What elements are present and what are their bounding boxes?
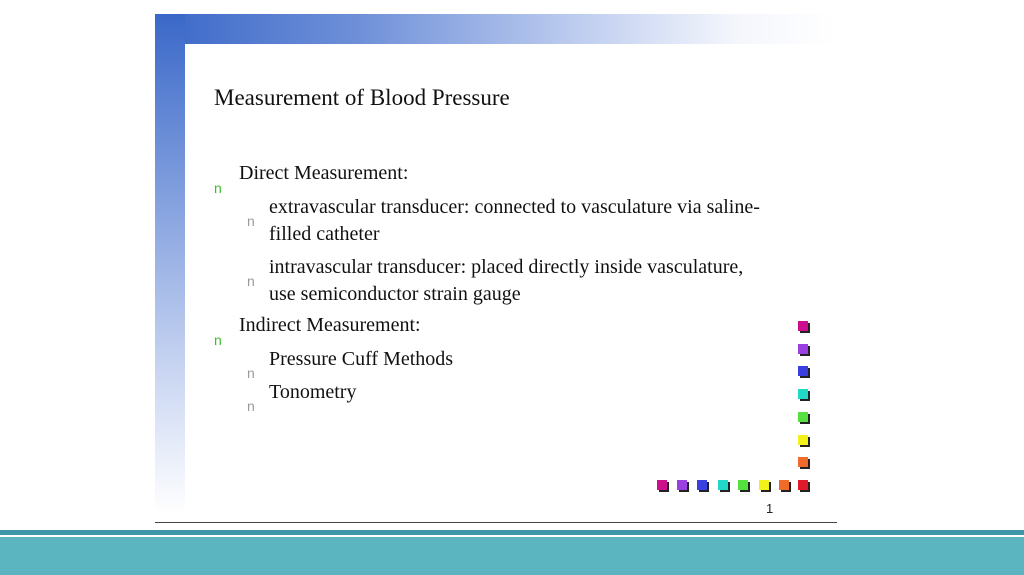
slide-title: Measurement of Blood Pressure — [214, 85, 510, 110]
decor-square — [697, 480, 707, 490]
sub-bullet-icon: n — [247, 365, 255, 381]
slide-top-gradient — [155, 14, 837, 44]
footer-divider — [155, 522, 837, 523]
decor-square — [798, 344, 808, 354]
bullet-icon: n — [214, 332, 222, 348]
decor-square — [798, 412, 808, 422]
list-item: intravascular transducer: placed directly inside vasculature, use semiconductor strain gauge — [269, 256, 744, 305]
bottom-band — [0, 537, 1024, 575]
decor-square — [798, 321, 808, 331]
decor-square — [657, 480, 667, 490]
sub-bullet-icon: n — [247, 213, 255, 229]
decor-square — [779, 480, 789, 490]
decor-square — [718, 480, 728, 490]
decor-square — [798, 480, 808, 490]
slide — [155, 14, 837, 530]
section-heading-indirect: Indirect Measurement: — [239, 314, 421, 336]
page-number: 1 — [766, 501, 774, 516]
bottom-band-edge — [0, 530, 1024, 535]
sub-bullet-icon: n — [247, 398, 255, 414]
slide-left-gradient — [155, 14, 185, 514]
decor-square — [677, 480, 687, 490]
decor-square — [798, 366, 808, 376]
list-item: Tonometry — [269, 381, 357, 403]
section-heading-direct: Direct Measurement: — [239, 162, 409, 184]
list-item: Pressure Cuff Methods — [269, 348, 454, 370]
sub-bullet-icon: n — [247, 273, 255, 289]
list-item: extravascular transducer: connected to vasculature via saline-filled catheter — [269, 196, 760, 245]
decor-square — [798, 435, 808, 445]
decor-square — [798, 389, 808, 399]
decor-square — [798, 457, 808, 467]
bullet-icon: n — [214, 180, 222, 196]
decor-square — [738, 480, 748, 490]
decor-square — [759, 480, 769, 490]
